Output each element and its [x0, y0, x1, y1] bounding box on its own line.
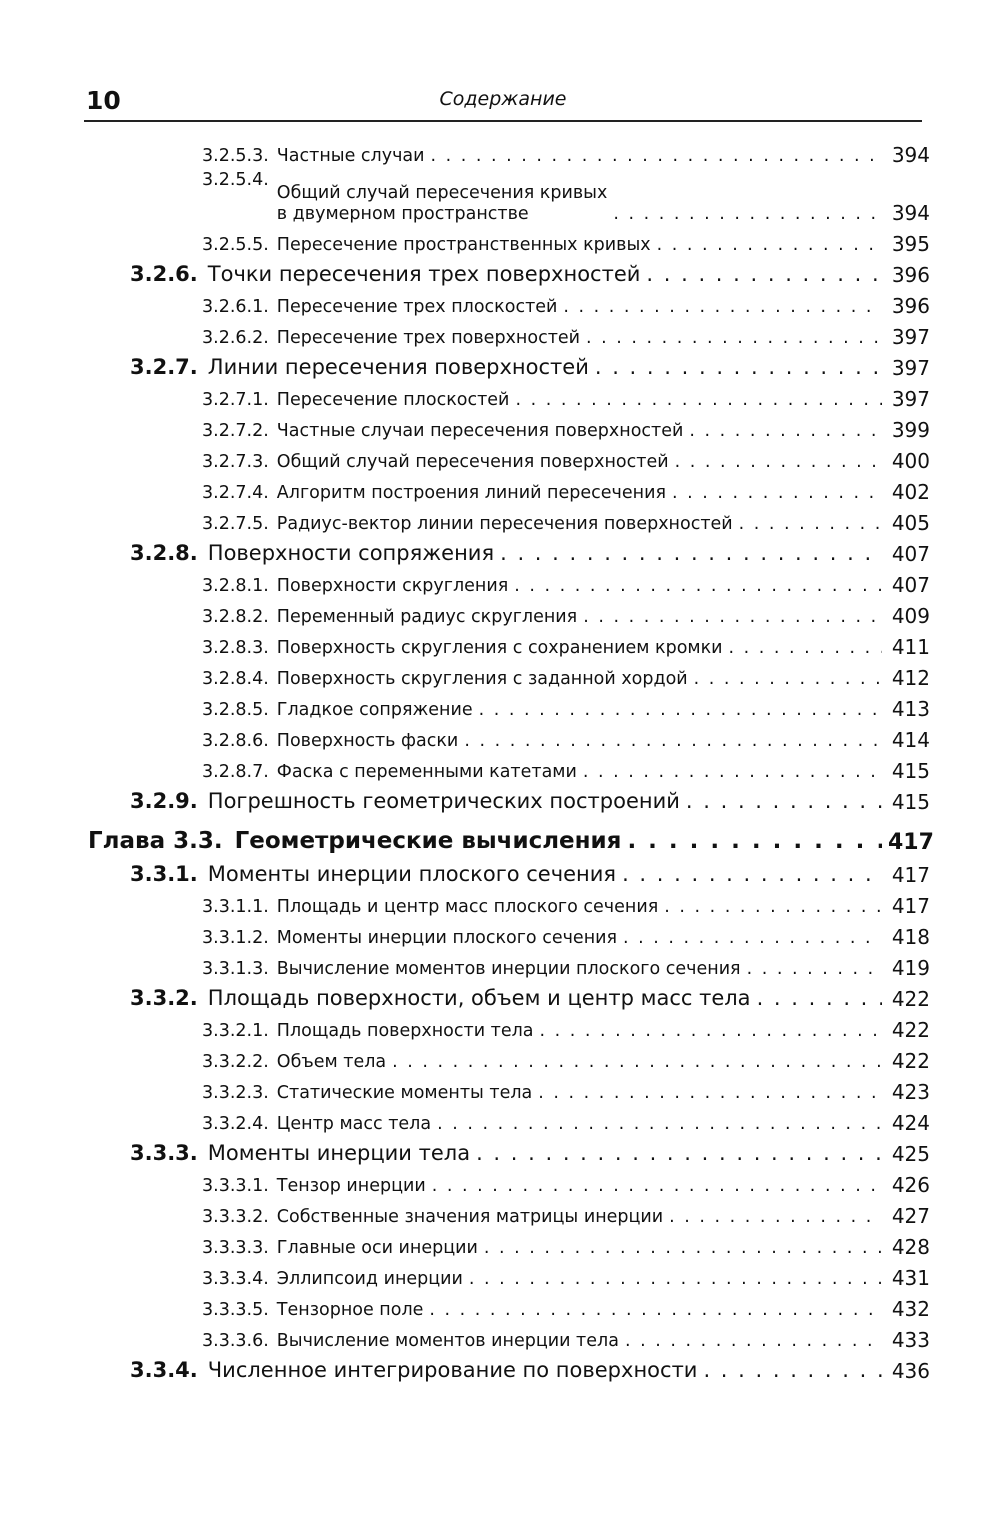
toc-entry-title: Пересечение трех плоскостей — [276, 297, 558, 317]
toc-entry-title: Алгоритм построения линий пересечения — [276, 483, 666, 503]
toc-entry-page: 433 — [891, 1328, 930, 1352]
running-title: Содержание — [439, 88, 567, 110]
toc-entry-title: Поверхность скругления с заданной хордой — [276, 669, 688, 689]
toc-entry-title: Моменты инерции тела — [207, 1140, 471, 1165]
toc-entry-page: 422 — [891, 1018, 930, 1042]
toc-entry[interactable] — [84, 783, 930, 814]
dot-leader — [672, 483, 882, 504]
toc-entry[interactable] — [84, 1228, 930, 1259]
toc-entry-number: 3.2.6. — [130, 261, 198, 286]
toc-entry[interactable] — [84, 597, 930, 628]
toc-entry[interactable] — [84, 721, 930, 752]
toc-entry-page: 417 — [888, 829, 934, 855]
toc-entry-title-line: в двумерном пространстве — [276, 204, 529, 224]
toc-entry-number: 3.2.8.3. — [202, 638, 269, 658]
toc-entry-page: 400 — [891, 449, 930, 473]
dot-leader — [432, 1176, 882, 1197]
toc-entry[interactable] — [84, 1352, 930, 1383]
toc-entry-title: Точки пересечения трех поверхностей — [207, 261, 641, 286]
toc-entry-title: Площадь поверхности, объем и центр масс тела — [207, 985, 751, 1010]
dot-leader — [664, 897, 882, 918]
toc-entry[interactable] — [84, 690, 930, 721]
toc-entry-page: 422 — [891, 1049, 930, 1073]
toc-entry[interactable] — [84, 1042, 930, 1073]
toc-entry-page: 397 — [891, 325, 930, 349]
toc-entry-page: 424 — [891, 1111, 930, 1135]
toc-entry-title: Поверхность фаски — [276, 731, 459, 751]
toc-entry-number: 3.3.1. — [130, 861, 198, 886]
toc-entry-page: 425 — [891, 1142, 930, 1166]
toc-entry-page: 402 — [891, 480, 930, 504]
toc-entry-title: Эллипсоид инерции — [276, 1269, 463, 1289]
toc-entry[interactable] — [84, 949, 930, 980]
toc-entry-number: 3.3.4. — [130, 1357, 198, 1382]
dot-leader — [429, 1300, 882, 1321]
dot-leader — [586, 328, 882, 349]
dot-leader — [431, 146, 882, 167]
toc-entry-page: 427 — [891, 1204, 930, 1228]
toc-entry[interactable] — [84, 659, 930, 690]
toc-entry-number: 3.3.3.3. — [202, 1238, 269, 1258]
toc-entry-number: 3.2.8. — [130, 540, 198, 565]
toc-entry[interactable] — [84, 566, 930, 597]
toc-entry-title — [277, 183, 608, 225]
toc-entry-title: Пересечение трех поверхностей — [276, 328, 581, 348]
dot-leader — [538, 1083, 882, 1104]
toc-entry[interactable] — [84, 1104, 930, 1135]
toc-entry-title: Погрешность геометрических построений — [207, 788, 680, 813]
toc-entry-page: 407 — [891, 542, 930, 566]
toc-entry[interactable] — [84, 1321, 930, 1352]
page-number: 10 — [86, 86, 121, 115]
toc-entry-page: 394 — [891, 143, 930, 167]
toc-entry[interactable] — [84, 349, 930, 380]
toc-entry-number: 3.3.3. — [130, 1140, 198, 1165]
toc-entry-page: 394 — [891, 201, 930, 225]
dot-leader — [646, 262, 882, 287]
toc-entry[interactable] — [84, 1073, 930, 1104]
toc-entry-page: 405 — [891, 511, 930, 535]
toc-entry-title: Моменты инерции плоского сечения — [207, 861, 617, 886]
toc-entry[interactable] — [84, 504, 930, 535]
toc-entry-page: 407 — [891, 573, 930, 597]
toc-entry-number: 3.3.1.3. — [202, 959, 269, 979]
toc-entry-title: Площадь и центр масс плоского сечения — [276, 897, 659, 917]
toc-entry-title: Тензор инерции — [276, 1176, 426, 1196]
toc-entry-page: 419 — [891, 956, 930, 980]
toc-entry-title: Площадь поверхности тела — [276, 1021, 534, 1041]
toc-entry-title: Общий случай пересечения поверхностей — [276, 452, 669, 472]
toc-entry[interactable] — [84, 1166, 930, 1197]
toc-entry-title: Поверхности сопряжения — [207, 540, 495, 565]
toc-entry[interactable] — [84, 918, 930, 949]
toc-entry-page: 397 — [891, 387, 930, 411]
dot-leader — [595, 355, 882, 380]
toc-entry-title: Переменный радиус скругления — [276, 607, 578, 627]
toc-entry-page: 436 — [891, 1359, 930, 1383]
toc-entry-title: Фаска с переменными катетами — [276, 762, 577, 782]
toc-entry-page: 397 — [891, 356, 930, 380]
toc-entry-number: 3.2.7.3. — [202, 452, 269, 472]
toc-entry[interactable] — [84, 411, 930, 442]
dot-leader — [623, 928, 882, 949]
toc-entry-title: Частные случаи — [276, 146, 425, 166]
toc-entry-page: 395 — [891, 232, 930, 256]
toc-entry-number: 3.2.6.1. — [202, 297, 269, 317]
toc-entry-number: 3.3.2. — [130, 985, 198, 1010]
toc-entry[interactable] — [84, 225, 930, 256]
toc-entry-number: 3.3.3.6. — [202, 1331, 269, 1351]
toc-entry-title: Статические моменты тела — [276, 1083, 533, 1103]
toc-entry-number: 3.3.2.1. — [202, 1021, 269, 1041]
toc-entry-title: Вычисление моментов инерции тела — [276, 1331, 619, 1351]
toc-entry-title: Линии пересечения поверхностей — [207, 354, 589, 379]
toc-entry-title: Центр масс тела — [276, 1114, 432, 1134]
toc-entry-number: 3.2.7.4. — [202, 483, 269, 503]
dot-leader — [479, 700, 882, 721]
toc-entry-page: 413 — [891, 697, 930, 721]
toc-entry-number: 3.3.3.1. — [202, 1176, 269, 1196]
dot-leader — [583, 607, 882, 628]
toc-entry[interactable] — [84, 628, 930, 659]
dot-leader — [757, 986, 882, 1011]
dot-leader — [563, 297, 882, 318]
dot-leader — [476, 1141, 882, 1166]
toc-entry[interactable] — [84, 256, 930, 287]
dot-leader — [500, 541, 882, 566]
dot-leader — [625, 1331, 882, 1352]
dot-leader — [464, 731, 882, 752]
dot-leader — [657, 235, 882, 256]
toc-entry[interactable] — [84, 167, 930, 225]
toc-entry[interactable] — [84, 1135, 930, 1166]
toc-entry[interactable] — [84, 473, 930, 504]
toc-entry-title: Тензорное поле — [276, 1300, 424, 1320]
toc-entry[interactable] — [84, 380, 930, 411]
dot-leader — [675, 452, 882, 473]
toc-entry-title: Гладкое сопряжение — [276, 700, 473, 720]
toc-entry-number: 3.2.8.7. — [202, 762, 269, 782]
toc-entry-number: 3.2.5.4. — [202, 170, 269, 190]
toc-entry-page: 417 — [891, 894, 930, 918]
toc-entry-number: 3.3.2.4. — [202, 1114, 269, 1134]
dot-leader — [686, 789, 882, 814]
toc-entry-number: 3.3.3.5. — [202, 1300, 269, 1320]
toc-entry-title: Частные случаи пересечения поверхностей — [276, 421, 684, 441]
toc-entry[interactable] — [84, 980, 930, 1011]
page-header — [84, 78, 922, 122]
toc-entry-page: 428 — [891, 1235, 930, 1259]
toc-entry-title: Поверхности скругления — [276, 576, 509, 596]
toc-entry-page: 399 — [891, 418, 930, 442]
dot-leader — [689, 421, 882, 442]
toc-entry-title: Поверхность скругления с сохранением кромки — [276, 638, 723, 658]
toc-entry-page: 396 — [891, 294, 930, 318]
toc-entry-page: 411 — [891, 635, 930, 659]
toc-entry[interactable] — [84, 287, 930, 318]
toc-entry-title-line: Общий случай пересечения кривых — [276, 183, 608, 203]
toc-entry-number: Глава 3.3. — [88, 828, 223, 855]
toc-entry-title: Геометрические вычисления — [234, 828, 622, 855]
dot-leader — [583, 762, 882, 783]
toc-entry-number: 3.2.8.6. — [202, 731, 269, 751]
dot-leader — [669, 1207, 882, 1228]
toc-entry-number: 3.2.7. — [130, 354, 198, 379]
toc-entry-number: 3.3.3.4. — [202, 1269, 269, 1289]
toc-entry-page: 409 — [891, 604, 930, 628]
dot-leader — [694, 669, 882, 690]
toc-entry[interactable] — [84, 752, 930, 783]
toc-entry-title: Моменты инерции плоского сечения — [276, 928, 618, 948]
toc-entry-number: 3.2.6.2. — [202, 328, 269, 348]
toc-entry-number: 3.2.8.4. — [202, 669, 269, 689]
header-rule — [84, 120, 922, 122]
toc-entry-number: 3.2.8.2. — [202, 607, 269, 627]
toc-entry[interactable] — [84, 1011, 930, 1042]
toc-entry-number: 3.3.1.1. — [202, 897, 269, 917]
toc-entry-title: Объем тела — [276, 1052, 387, 1072]
dot-leader — [515, 390, 882, 411]
toc-entry-number: 3.2.9. — [130, 788, 198, 813]
toc-entry-title: Радиус-вектор линии пересечения поверхностей — [276, 514, 733, 534]
dot-leader — [514, 576, 882, 597]
toc-entry[interactable] — [84, 535, 930, 566]
toc-entry-number: 3.3.1.2. — [202, 928, 269, 948]
toc-entry-title: Вычисление моментов инерции плоского сечения — [276, 959, 741, 979]
toc-entry-page: 418 — [891, 925, 930, 949]
toc-entry-number: 3.2.5.3. — [202, 146, 269, 166]
toc-entry-number: 3.3.2.2. — [202, 1052, 269, 1072]
toc-entry-page: 412 — [891, 666, 930, 690]
toc-entry[interactable] — [84, 1259, 930, 1290]
toc-entry-number: 3.2.5.5. — [202, 235, 269, 255]
toc-entry-title: Главные оси инерции — [276, 1238, 478, 1258]
toc-entry-page: 423 — [891, 1080, 930, 1104]
toc-entry-title: Пересечение пространственных кривых — [276, 235, 651, 255]
toc-entry-page: 426 — [891, 1173, 930, 1197]
toc-entry-number: 3.2.8.1. — [202, 576, 269, 596]
toc-entry-title: Собственные значения матрицы инерции — [276, 1207, 664, 1227]
dot-leader — [469, 1269, 882, 1290]
toc-entry-page: 414 — [891, 728, 930, 752]
toc-entry[interactable] — [84, 1290, 930, 1321]
table-of-contents — [84, 136, 934, 1383]
dot-leader — [622, 862, 882, 887]
toc-entry-page: 415 — [891, 790, 930, 814]
toc-entry-page: 415 — [891, 759, 930, 783]
toc-entry[interactable] — [84, 1197, 930, 1228]
toc-entry[interactable] — [84, 136, 930, 167]
toc-entry-page: 417 — [891, 863, 930, 887]
dot-leader — [613, 204, 882, 225]
toc-chapter-entry[interactable] — [84, 820, 934, 856]
dot-leader — [729, 638, 882, 659]
dot-leader — [484, 1238, 882, 1259]
dot-leader — [627, 828, 882, 856]
dot-leader — [747, 959, 882, 980]
dot-leader — [739, 514, 882, 535]
dot-leader — [392, 1052, 882, 1073]
dot-leader — [437, 1114, 882, 1135]
dot-leader — [540, 1021, 883, 1042]
dot-leader — [703, 1358, 882, 1383]
toc-entry-number: 3.3.3.2. — [202, 1207, 269, 1227]
toc-entry-number: 3.2.8.5. — [202, 700, 269, 720]
toc-entry[interactable] — [84, 318, 930, 349]
toc-entry-number: 3.2.7.2. — [202, 421, 269, 441]
toc-entry[interactable] — [84, 856, 930, 887]
toc-entry-number: 3.2.7.1. — [202, 390, 269, 410]
toc-entry-number: 3.2.7.5. — [202, 514, 269, 534]
toc-entry-number: 3.3.2.3. — [202, 1083, 269, 1103]
toc-entry[interactable] — [84, 887, 930, 918]
toc-entry-title: Численное интегрирование по поверхности — [207, 1357, 698, 1382]
toc-entry-title: Пересечение плоскостей — [276, 390, 510, 410]
toc-entry-page: 396 — [891, 263, 930, 287]
toc-entry-page: 422 — [891, 987, 930, 1011]
toc-entry-page: 432 — [891, 1297, 930, 1321]
toc-entry[interactable] — [84, 442, 930, 473]
toc-entry-page: 431 — [891, 1266, 930, 1290]
